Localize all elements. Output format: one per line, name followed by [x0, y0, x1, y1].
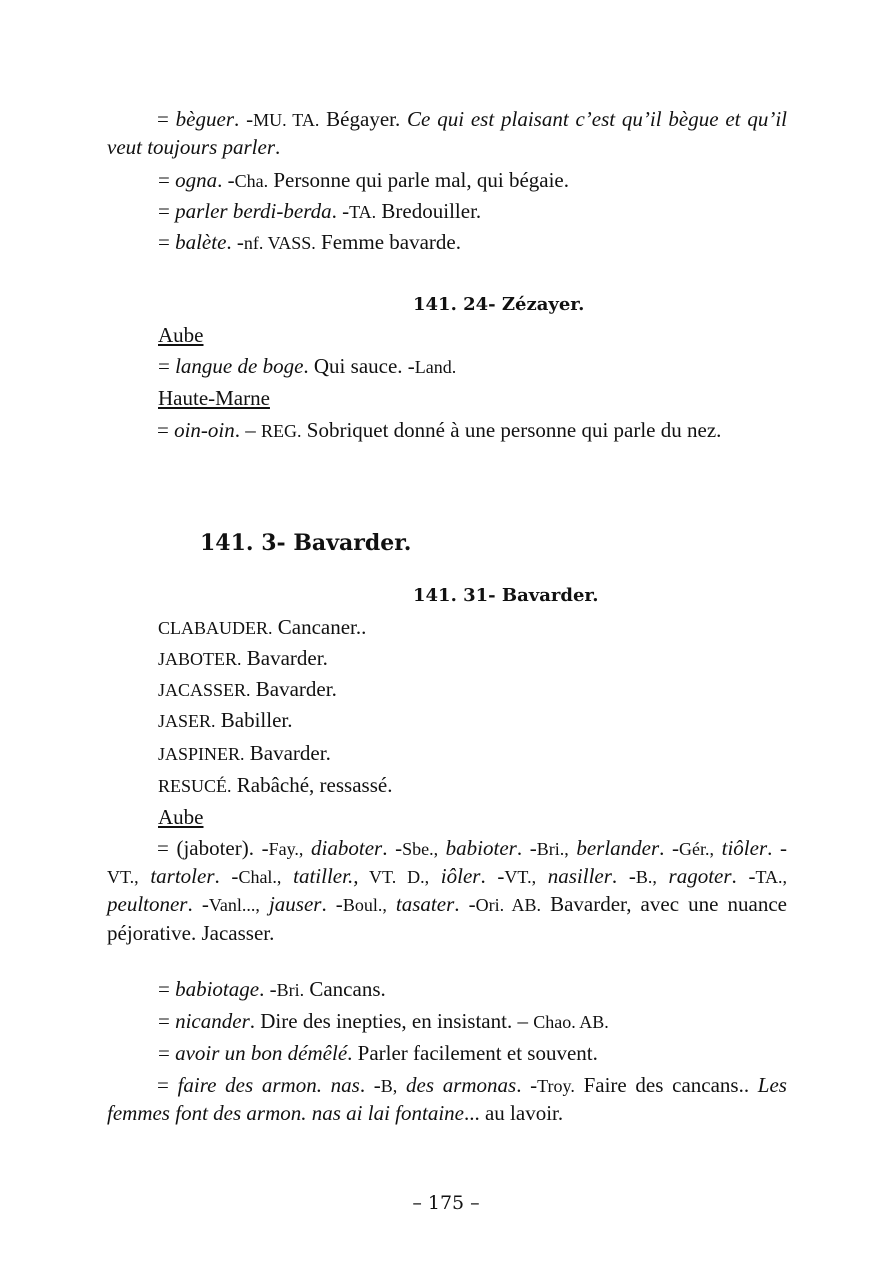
- subsection-heading-zezayer: 141. 24- Zézayer.: [413, 294, 585, 315]
- region-label-aube: Aube: [158, 323, 204, 347]
- paragraph-oin-oin: = oin-oin. – REG. Sobriquet donné à une personne qui parle du nez.: [157, 418, 722, 442]
- paragraph-babiotage: = babiotage. -Bri. Cancans.: [158, 977, 386, 1001]
- paragraph-jaboter: = (jaboter). -Fay., diaboter. -Sbe., babioter. -Bri., berlander. -Gér., tiôler. -VT., tartoler. -Chal., tatiller., VT. D., iôler. -VT., nasiller. -B., ragoter. -TA., peultoner. -Vanl..., jauser. -Boul., tasater. -Ori. AB. Bavarder, avec une nuance péjorative. Jacasser.: [107, 836, 788, 945]
- page-number: – 175 –: [412, 1192, 480, 1214]
- paragraph-langue-de-boge: = langue de boge. Qui sauce. -Land.: [158, 354, 457, 378]
- term-entry: JASER. Babiller.: [158, 708, 293, 732]
- paragraph-beguer: = bèguer. -MU. TA. Bégayer. Ce qui est plaisant c’est qu’il bègue et qu’il veut toujours parler.: [107, 107, 787, 159]
- paragraph-armonas: = faire des armon. nas. -B, des armonas. -Troy. Faire des cancans.. Les femmes font des armon. nas ai lai fontaine... au lavoir.: [107, 1073, 787, 1125]
- term-entry: RESUCÉ. Rabâché, ressassé.: [158, 773, 393, 797]
- paragraph-nicander: = nicander. Dire des inepties, en insistant. – Chao. AB.: [158, 1009, 609, 1033]
- subsection-heading-bavarder: 141. 31- Bavarder.: [413, 585, 599, 606]
- paragraph-avoir-demele: = avoir un bon démêlé. Parler facilement et souvent.: [158, 1041, 598, 1065]
- paragraph-parler-berdi: = parler berdi-berda. -TA. Bredouiller.: [158, 199, 482, 223]
- paragraph-balete: = balète. -nf. VASS. Femme bavarde.: [158, 230, 461, 254]
- term-entry: JABOTER. Bavarder.: [158, 646, 328, 670]
- region-label-haute-marne: Haute-Marne: [158, 386, 270, 410]
- region-label-aube: Aube: [158, 805, 204, 829]
- section-heading-bavarder: 141. 3- Bavarder.: [200, 530, 412, 556]
- term-entry: JACASSER. Bavarder.: [158, 677, 337, 701]
- paragraph-ogna: = ogna. -Cha. Personne qui parle mal, qui bégaie.: [158, 168, 570, 192]
- term-entry: CLABAUDER. Cancaner..: [158, 615, 367, 639]
- term-entry: JASPINER. Bavarder.: [158, 741, 331, 765]
